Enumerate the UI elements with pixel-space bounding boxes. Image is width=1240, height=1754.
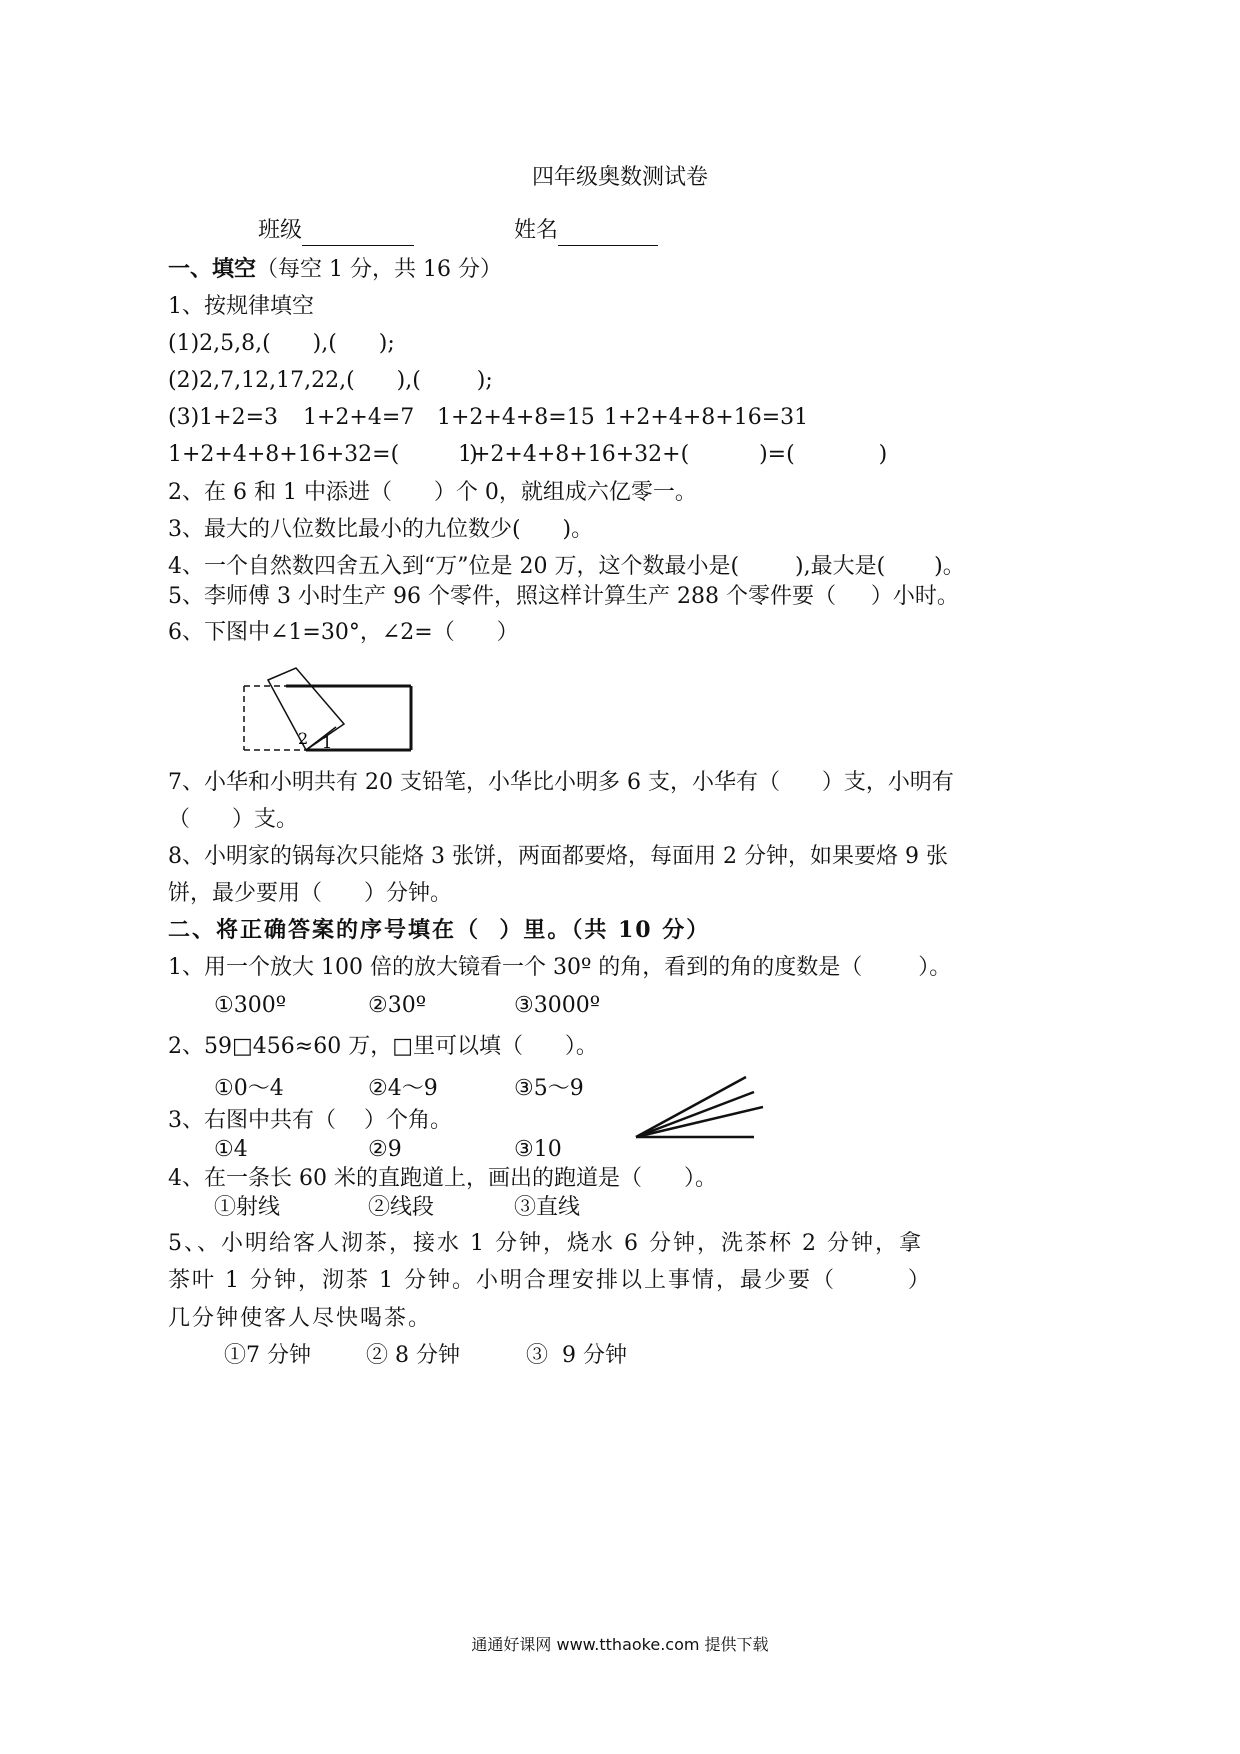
question-8b: 饼，最少要用（ ）分钟。 <box>168 881 452 906</box>
mc-q2-option-3: ③5～9 <box>514 1076 584 1101</box>
question-7b: （ ）支。 <box>168 807 298 832</box>
mc-q2-option-1: ①0～4 <box>214 1076 284 1101</box>
mc-q4-option-2: ②线段 <box>368 1195 435 1220</box>
mc-q3-option-3: ③10 <box>514 1137 562 1162</box>
ray-1 <box>636 1077 746 1137</box>
mc-q5-option-1: ①7 分钟 <box>224 1343 311 1368</box>
section-two-heading: 二、将正确答案的序号填在（ ）里。（共 10 分） <box>168 917 711 943</box>
mc-question-1: 1、用一个放大 100 倍的放大镜看一个 30º 的角，看到的角的度数是（ ）。 <box>168 955 952 980</box>
question-1: 1、按规律填空 <box>168 294 314 319</box>
footer-credit: 通通好课网 www.tthaoke.com 提供下载 <box>471 1635 769 1654</box>
question-1-4a: 1+2+4+8+16+32=( ) <box>168 442 478 467</box>
mc-question-3: 3、右图中共有（ ）个角。 <box>168 1108 452 1133</box>
class-label: 班级 <box>258 218 303 243</box>
question-1-4b: 1+2+4+8+16+32+( )=( ) <box>458 442 888 467</box>
name-field <box>514 216 658 246</box>
mc-question-5c: 几分钟使客人尽快喝茶。 <box>168 1306 433 1331</box>
mc-q2-option-2: ②4～9 <box>368 1076 438 1101</box>
mc-question-5b: 茶叶 1 分钟，沏茶 1 分钟。小明合理安排以上事情，最少要（ ） <box>168 1268 932 1293</box>
question-7a: 7、小华和小明共有 20 支铅笔，小华比小明多 6 支，小华有（ ）支，小明有 <box>168 770 954 795</box>
question-1-3c: 1+2+4+8=15 <box>437 405 595 430</box>
mc-q5-option-2: ② 8 分钟 <box>366 1343 460 1368</box>
mc-q4-option-1: ①射线 <box>214 1195 281 1220</box>
question-3: 3、最大的八位数比最小的九位数少( )。 <box>168 517 594 542</box>
question-1-3b: 1+2+4=7 <box>303 405 415 430</box>
question-1-3a: (3)1+2=3 <box>168 405 279 430</box>
question-6: 6、下图中∠1=30°，∠2=（ ） <box>168 620 519 645</box>
name-label: 姓名 <box>514 218 559 243</box>
section-one-heading: 一、填空（每空 1 分，共 16 分） <box>168 256 502 282</box>
angle-2-label: 2 <box>298 729 309 748</box>
mc-q1-option-3: ③3000º <box>514 993 601 1018</box>
question-1-2: (2)2,7,12,17,22,( ),( ); <box>168 368 493 393</box>
mc-q5-option-3: ③ 9 分钟 <box>526 1343 627 1368</box>
mc-question-4: 4、在一条长 60 米的直跑道上，画出的跑道是（ ）。 <box>168 1166 717 1191</box>
mc-q4-option-3: ③直线 <box>514 1195 581 1220</box>
mc-question-5a: 5、、小明给客人沏茶，接水 1 分钟，烧水 6 分钟，洗茶杯 2 分钟，拿 <box>168 1231 923 1256</box>
mc-question-2: 2、59□456≈60 万，□里可以填（ ）。 <box>168 1034 598 1059</box>
mc-q3-option-1: ①4 <box>214 1137 248 1162</box>
angle-1-label: 1 <box>322 733 333 752</box>
question-2: 2、在 6 和 1 中添进（ ）个 0，就组成六亿零一。 <box>168 480 697 505</box>
mc-q1-option-2: ②30º <box>368 993 427 1018</box>
question-1-3d: 1+2+4+8+16=31 <box>604 405 809 430</box>
question-8a: 8、小明家的锅每次只能烙 3 张饼，两面都要烙，每面用 2 分钟，如果要烙 9 张 <box>168 844 948 869</box>
name-blank[interactable] <box>558 221 658 246</box>
folded-rectangle-figure <box>236 664 420 756</box>
question-1-1: (1)2,5,8,( ),( ); <box>168 331 395 356</box>
mc-q1-option-1: ①300º <box>214 993 287 1018</box>
question-5: 5、李师傅 3 小时生产 96 个零件，照这样计算生产 288 个零件要（ ）小时。 <box>168 584 959 609</box>
question-4: 4、一个自然数四舍五入到“万”位是 20 万，这个数最小是( ),最大是( )。 <box>168 554 965 579</box>
rays-angle-figure <box>630 1070 770 1144</box>
mc-q3-option-2: ②9 <box>368 1137 402 1162</box>
page-title: 四年级奥数测试卷 <box>531 165 708 190</box>
class-blank[interactable] <box>302 221 414 246</box>
class-field <box>258 216 414 246</box>
